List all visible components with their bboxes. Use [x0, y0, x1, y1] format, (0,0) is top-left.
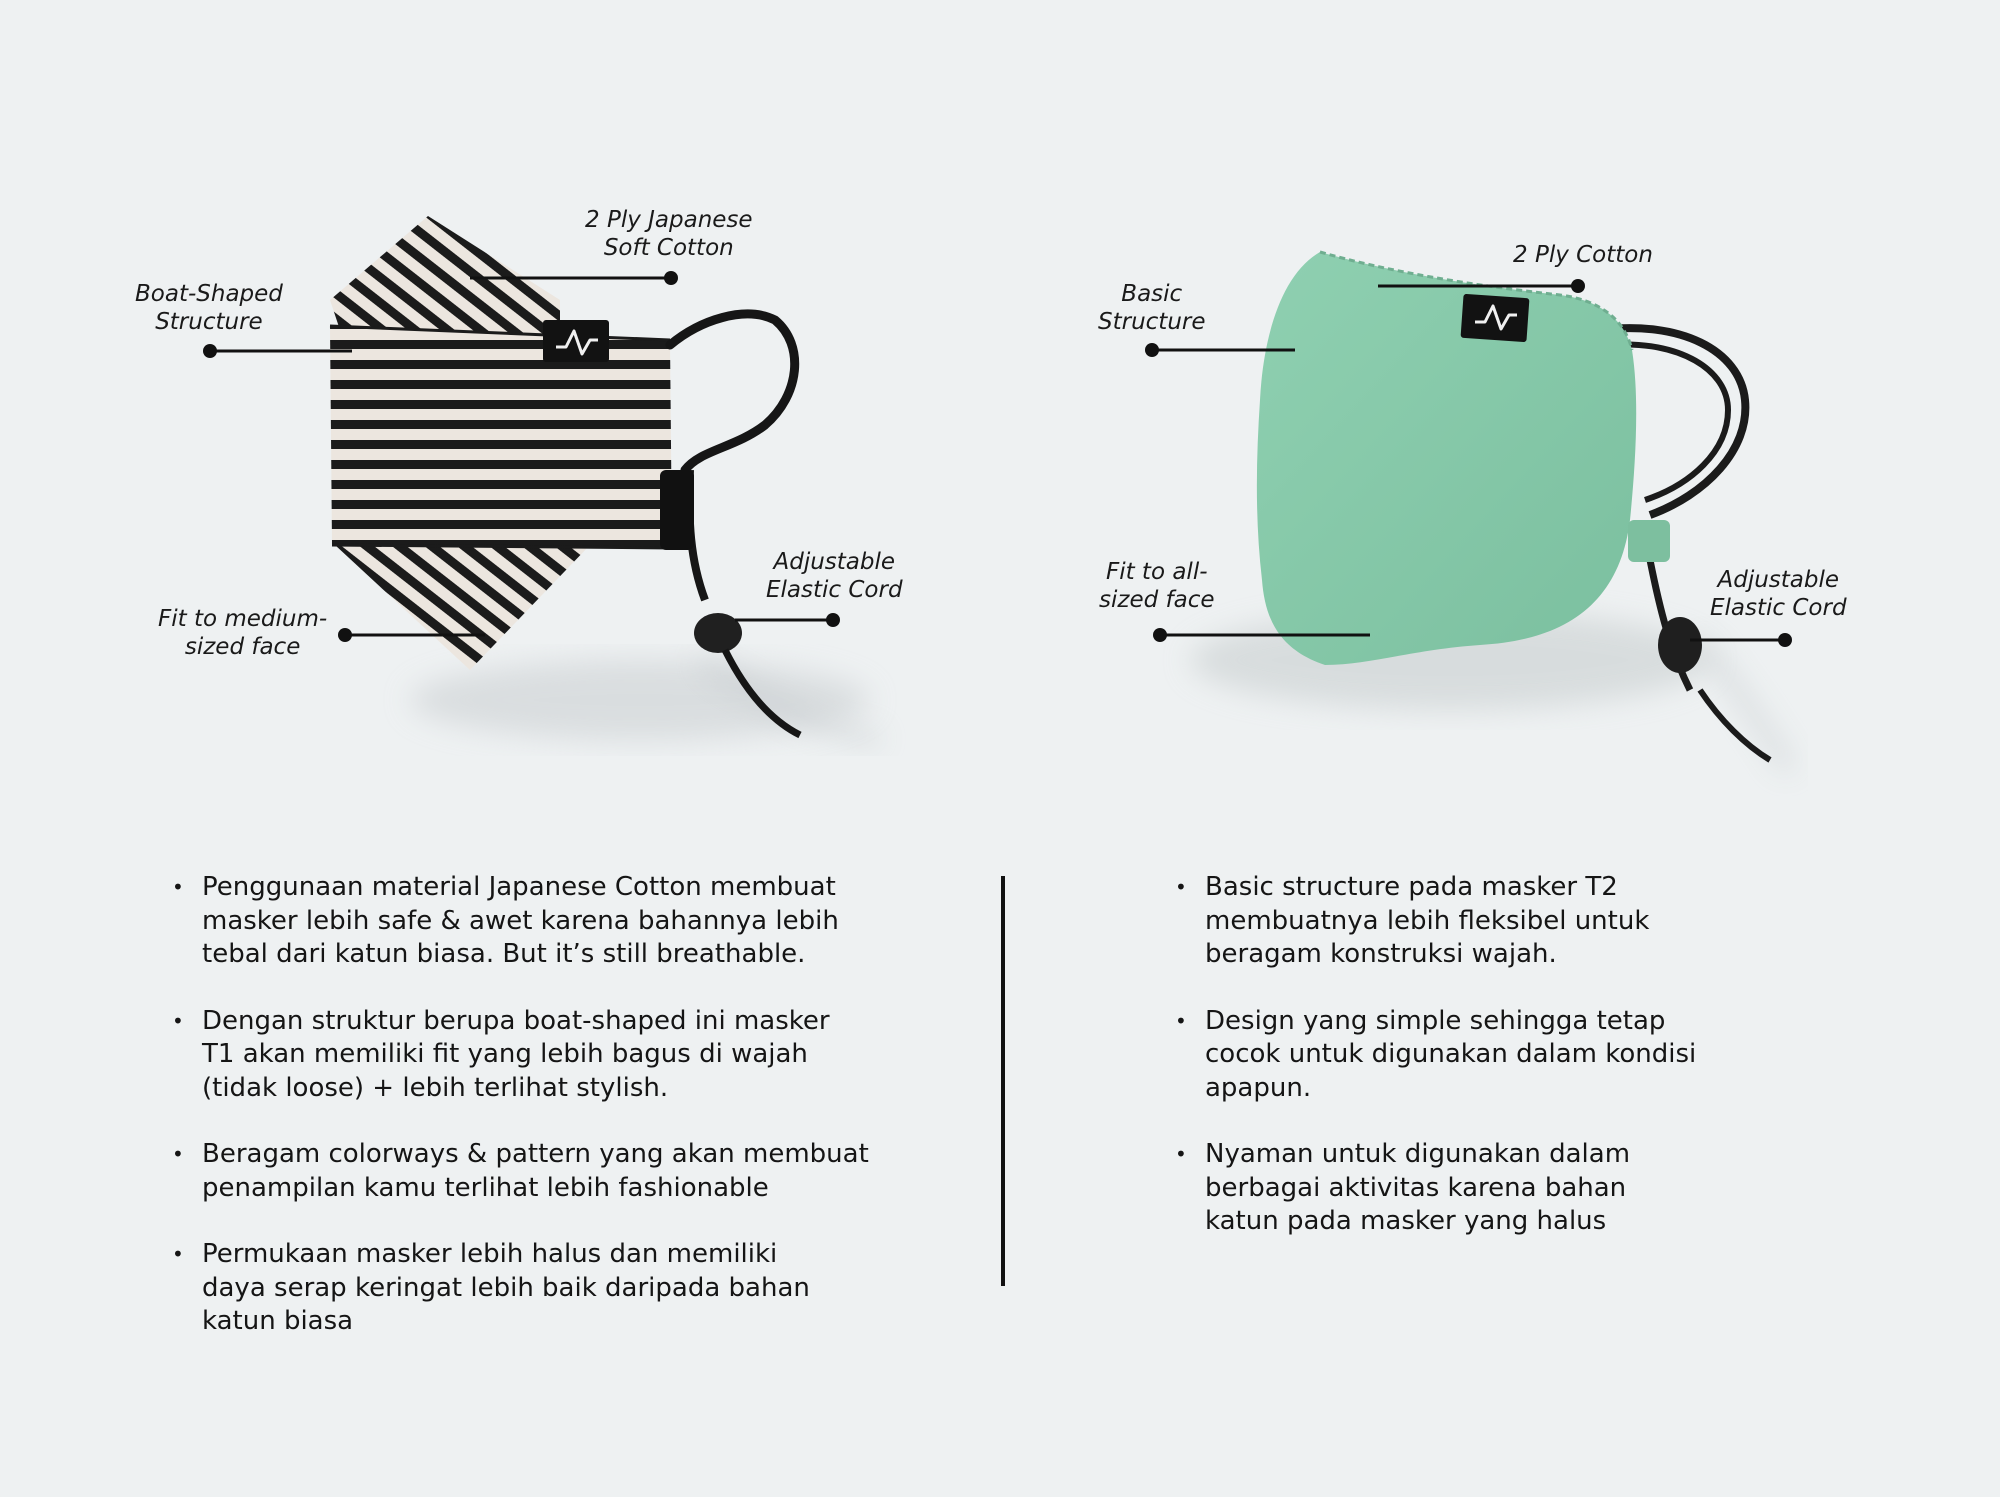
callout-dot-icon: [826, 613, 840, 627]
bullet-icon: •: [172, 1142, 184, 1166]
list-item: • Nyaman untuk digunakan dalam berbagai aktivitas karena bahan katun pada masker yang halus: [1175, 1139, 1631, 1236]
callout-dot-icon: [1778, 633, 1792, 647]
main-panel: [330, 326, 672, 548]
bullet-icon: •: [1175, 1142, 1187, 1166]
callout-dot-icon: [338, 628, 352, 642]
callout-fabric-left: 2 Ply Japanese Soft Cotton: [585, 207, 753, 261]
callout-dot-icon: [1153, 628, 1167, 642]
callout-cord-left: Adjustable Elastic Cord: [766, 549, 903, 603]
brand-logo-tag-icon: [1461, 294, 1530, 342]
cord-stopper: [1658, 617, 1702, 673]
callout-fabric-right: 2 Ply Cotton: [1513, 242, 1653, 268]
list-item: • Permukaan masker lebih halus dan memiliki daya serap keringat lebih baik daripada bahan katun biasa: [172, 1239, 810, 1336]
bullet-icon: •: [1175, 875, 1187, 899]
callout-dot-icon: [203, 344, 217, 358]
mask-body: [1257, 252, 1636, 665]
bullet-icon: •: [1175, 1008, 1187, 1033]
cord-stopper: [694, 613, 742, 653]
callout-dot-icon: [664, 271, 678, 285]
side-tab: [1628, 520, 1670, 562]
striped-mask-image: [330, 216, 880, 740]
bullet-icon: •: [172, 1242, 184, 1266]
left-feature-list: [172, 871, 869, 1372]
brand-logo-tag-icon: [543, 320, 609, 362]
callout-dot-icon: [1571, 279, 1585, 293]
callout-cord-right: Adjustable Elastic Cord: [1710, 567, 1847, 621]
callout-dot-icon: [1145, 343, 1159, 357]
right-feature-list: [1175, 871, 1697, 1272]
lower-flap: [335, 545, 590, 670]
callout-structure-right: Basic Structure: [1098, 281, 1206, 335]
list-item: • Beragam colorways & pattern yang akan membuat penampilan kamu terlihat lebih fashionable: [172, 1139, 869, 1203]
bullet-icon: •: [172, 1008, 184, 1033]
callout-fit-left: Fit to medium- sized face: [158, 606, 328, 660]
mask-shadow: [410, 660, 870, 740]
list-item: • Dengan struktur berupa boat-shaped ini masker T1 akan memiliki fit yang lebih bagus di wajah (tidak loose) + lebih terlihat stylish.: [172, 1005, 830, 1103]
callout-fit-right: Fit to all- sized face: [1099, 559, 1215, 613]
side-tab: [660, 470, 694, 550]
bullet-icon: •: [172, 875, 184, 899]
list-item: • Design yang simple sehingga tetap cocok untuk digunakan dalam kondisi apapun.: [1175, 1005, 1697, 1103]
list-item: • Basic structure pada masker T2 membuatnya lebih fleksibel untuk beragam konstruksi wajah.: [1175, 872, 1650, 969]
list-item: • Penggunaan material Japanese Cotton membuat masker lebih safe & awet karena bahannya lebih tebal dari katun biasa. But it’s still breathable.: [172, 872, 839, 969]
callout-structure-left: Boat-Shaped Structure: [135, 281, 283, 335]
column-divider: [1001, 876, 1005, 1286]
ear-loop: [670, 314, 795, 470]
mint-mask-image: [1190, 252, 1790, 770]
